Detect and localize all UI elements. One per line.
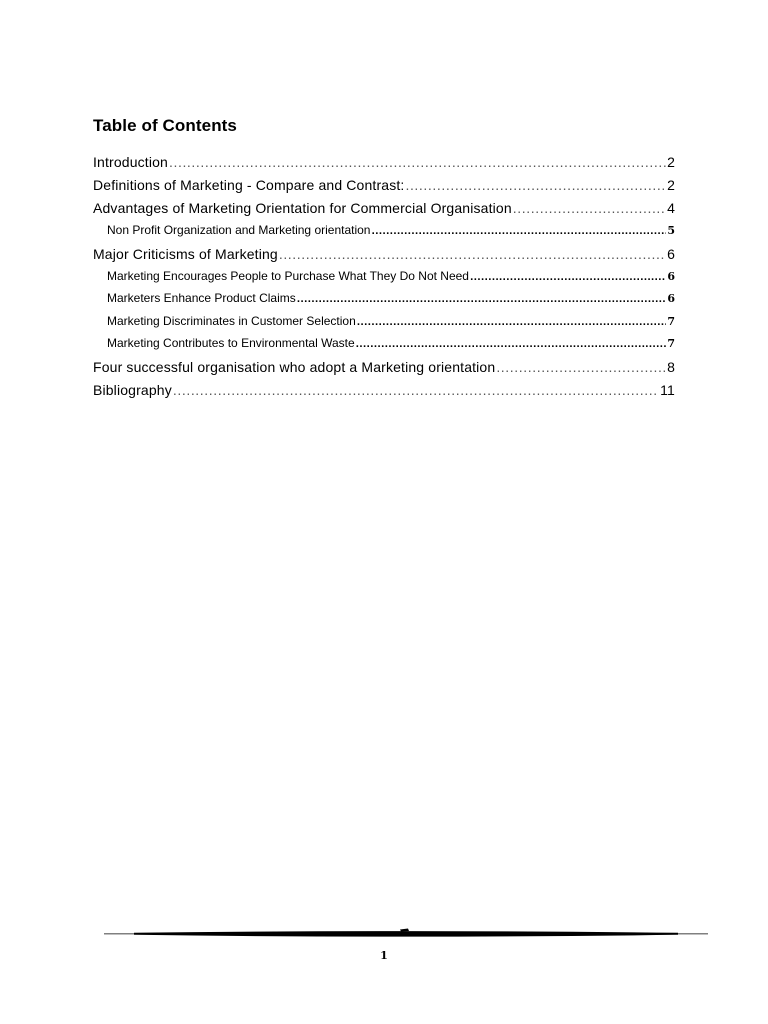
- dot-leader: [279, 246, 666, 262]
- toc-entry-label: Marketing Encourages People to Purchase What They Do Not Need: [107, 268, 469, 283]
- toc-entry-page: 5: [667, 224, 675, 237]
- toc-entry-page: 7: [667, 337, 675, 350]
- toc-entry-label: Marketing Discriminates in Customer Selection: [107, 313, 356, 328]
- toc-entry-non-profit[interactable]: [93, 223, 675, 246]
- page-number: 1: [380, 949, 388, 962]
- toc-entry-page: 7: [667, 314, 675, 328]
- toc-list: [93, 154, 675, 405]
- dot-leader: [513, 200, 666, 216]
- toc-entry-product-claims[interactable]: [93, 291, 675, 314]
- toc-entry-page: 4: [667, 200, 675, 216]
- dot-leader: [173, 382, 659, 398]
- toc-entry-label: Introduction: [93, 154, 168, 170]
- dot-leader: [169, 154, 666, 170]
- dot-leader: [371, 223, 666, 237]
- toc-heading: Table of Contents: [93, 116, 237, 135]
- toc-entry-page: 6: [667, 292, 675, 305]
- toc-entry-advantages[interactable]: [93, 200, 675, 223]
- toc-entry-bibliography[interactable]: [93, 382, 675, 405]
- toc-entry-page: 2: [667, 177, 675, 193]
- toc-entry-label: Bibliography: [93, 381, 172, 398]
- toc-entry-page: 8: [667, 358, 675, 375]
- toc-entry-label: Major Criticisms of Marketing: [93, 245, 278, 262]
- dot-leader: [297, 291, 667, 305]
- toc-entry-page: 6: [667, 269, 675, 283]
- toc-entry-label: Advantages of Marketing Orientation for Commercial Organisation: [93, 200, 512, 216]
- dot-leader: [470, 269, 666, 283]
- toc-entry-criticisms[interactable]: [93, 246, 675, 269]
- dot-leader: [357, 314, 667, 328]
- toc-entry-definitions[interactable]: [93, 177, 675, 200]
- toc-entry-encourages-purchase[interactable]: [93, 269, 675, 292]
- dot-leader: [405, 177, 666, 193]
- toc-entry-discriminates[interactable]: [93, 314, 675, 337]
- toc-entry-page: 11: [660, 381, 675, 398]
- dot-leader: [496, 359, 666, 375]
- toc-entry-label: Marketers Enhance Product Claims: [107, 291, 296, 305]
- toc-entry-introduction[interactable]: [93, 154, 675, 177]
- toc-entry-label: Four successful organisation who adopt a Marketing orientation: [93, 358, 496, 375]
- toc-entry-label: Definitions of Marketing - Compare and Contrast:: [93, 177, 405, 193]
- toc-entry-page: 2: [667, 154, 675, 170]
- footer-divider: [104, 926, 708, 940]
- toc-entry-label: Non Profit Organization and Marketing orientation: [107, 223, 371, 237]
- toc-entry-four-organisations[interactable]: [93, 359, 675, 382]
- toc-entry-page: 6: [667, 245, 675, 262]
- dot-leader: [356, 336, 667, 350]
- toc-entry-label: Marketing Contributes to Environmental Waste: [107, 336, 355, 350]
- toc-entry-environmental-waste[interactable]: [93, 336, 675, 359]
